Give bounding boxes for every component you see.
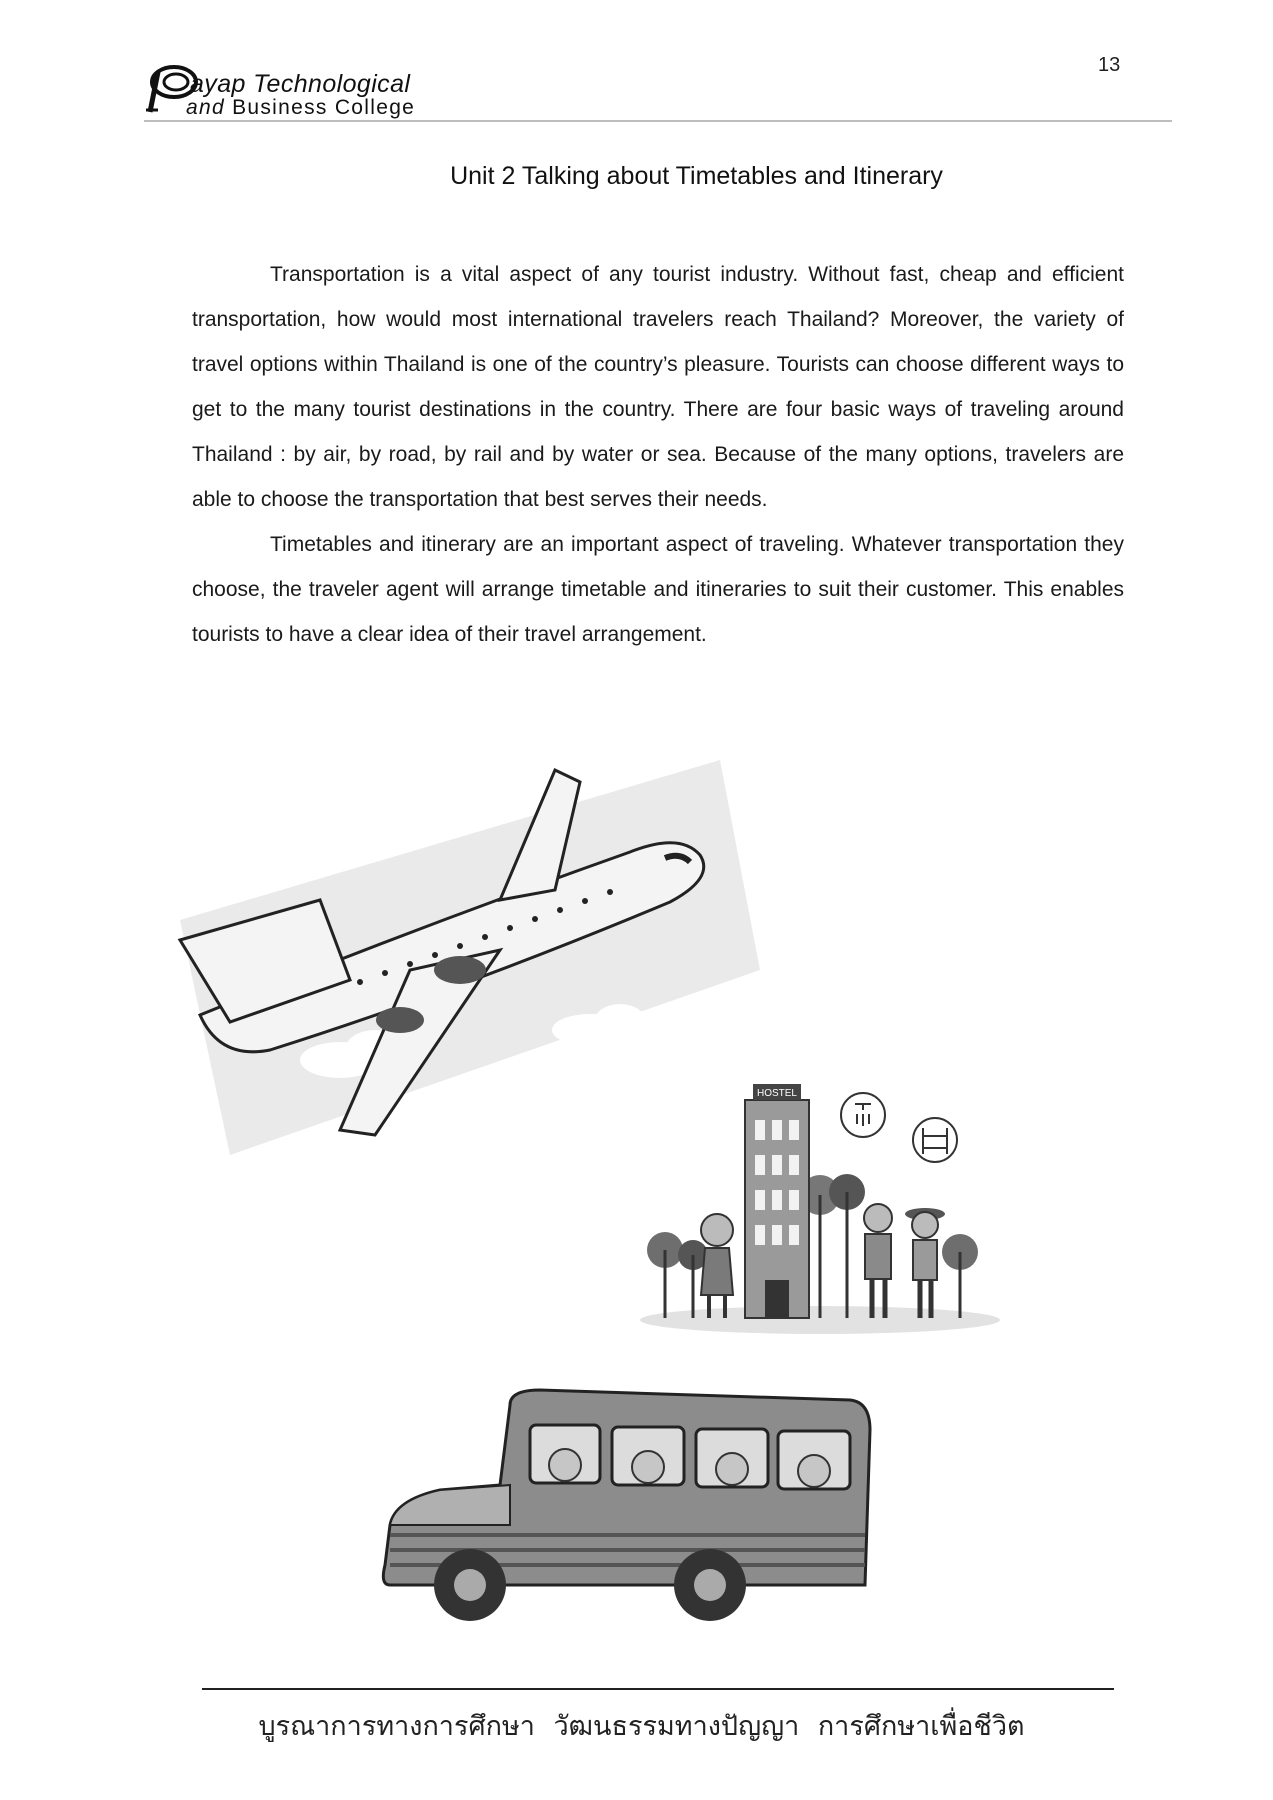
- logo-business-college: Business College: [232, 96, 416, 119]
- logo-line-1: ayap Technological: [190, 70, 411, 98]
- backpacker-woman-figure: [905, 1208, 945, 1318]
- engine-icon: [434, 956, 486, 984]
- unit-title: Unit 2 Talking about Timetables and Itinerary: [450, 162, 943, 190]
- logo-line-2: [186, 96, 415, 120]
- footer-motto: บูรณาการทางการศึกษา วัฒนธรรมทางปัญญา การศึกษาเพื่อชีวิต: [258, 1711, 1025, 1742]
- child-face-icon: [716, 1453, 748, 1485]
- hostel-sign: HOSTEL: [756, 1088, 798, 1099]
- paragraph-timetables: Timetables and itinerary are an important aspect of traveling. Whatever transportation they choose, the traveler agent will arrange timetable and itineraries to suit their customer. This enables tourists to have a clear idea of their travel arrangement.: [192, 533, 1124, 646]
- footer-divider: [202, 1688, 1114, 1690]
- child-face-icon: [798, 1455, 830, 1487]
- backpacker-man-figure: [864, 1204, 892, 1318]
- hostel-illustration: [635, 1080, 1005, 1340]
- driver-face-icon: [549, 1449, 581, 1481]
- building-door: [765, 1280, 789, 1318]
- bus-hood: [390, 1485, 510, 1525]
- woman-guide-figure: [701, 1214, 733, 1318]
- body-text: [192, 252, 1124, 657]
- paragraph-transportation: Transportation is a vital aspect of any tourist industry. Without fast, cheap and efficient transportation, how would most international travelers reach Thailand? Moreover, the variety of travel options within Thailand is one of the country’s pleasure. Tourists can choose different ways to get to the many tourist destinations in the country. There are four basic ways of traveling around Thailand : by air, by road, by rail and by water or sea. Because of the many options, travelers are able to choose the transportation that best serves their needs.: [192, 263, 1124, 511]
- child-face-icon: [632, 1451, 664, 1483]
- page-number: 13: [1098, 54, 1121, 76]
- header-divider: [144, 120, 1172, 122]
- college-logo: [144, 60, 484, 124]
- logo-and: and: [186, 96, 225, 119]
- engine-icon: [376, 1007, 424, 1033]
- bus-illustration: [380, 1385, 880, 1635]
- bunkbed-thought-bubble-icon: [913, 1118, 957, 1162]
